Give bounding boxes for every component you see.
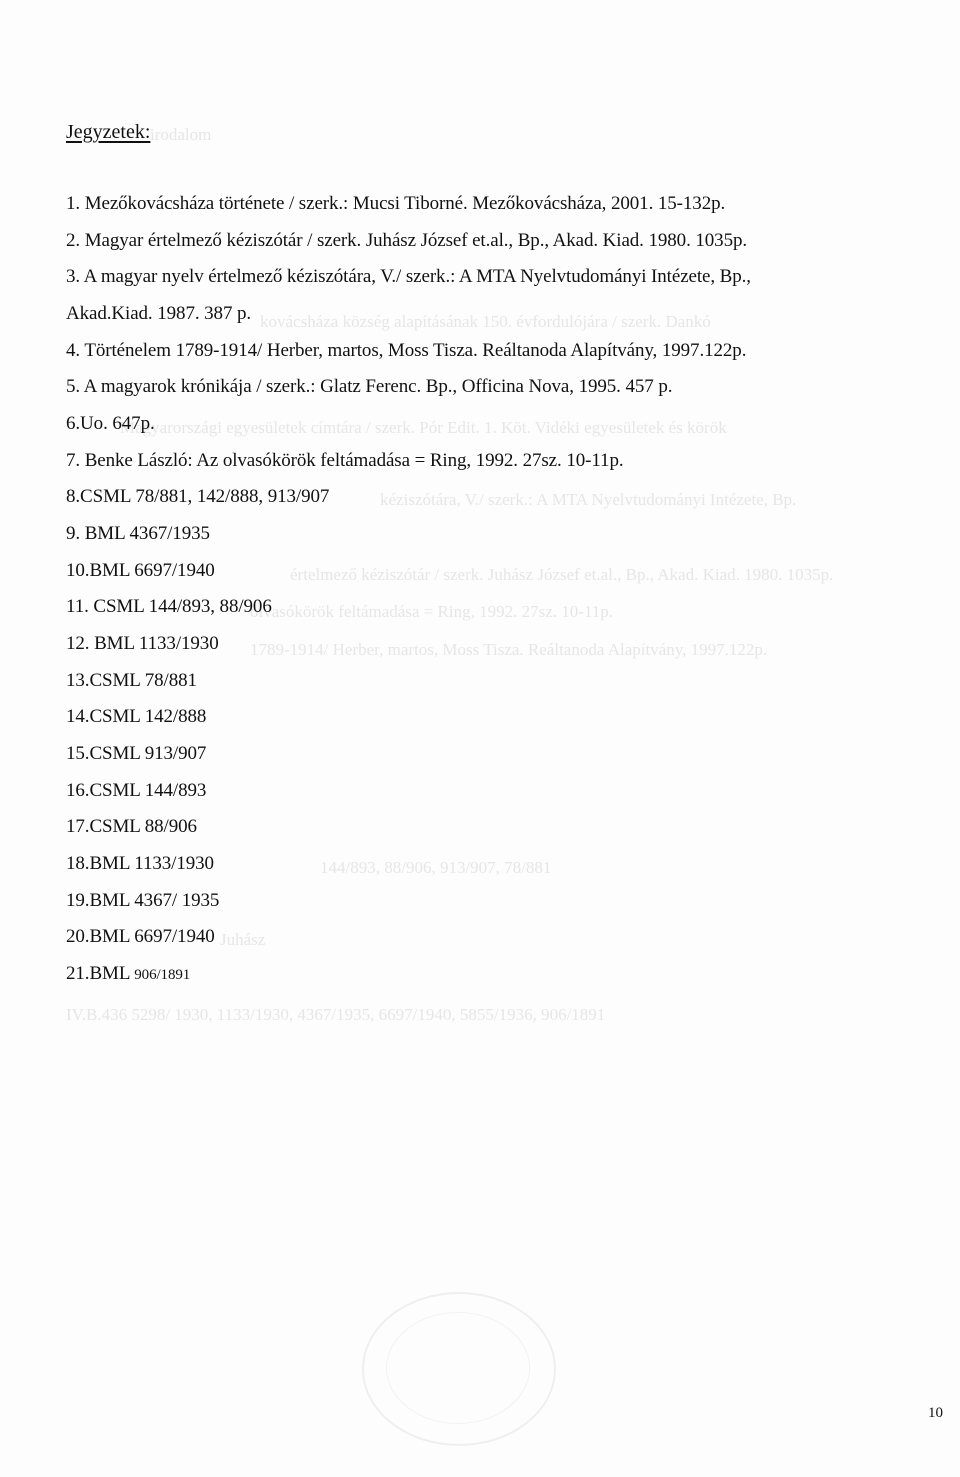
- note-item: 6.Uo. 647p.: [66, 413, 155, 434]
- notes-heading: Jegyzetek:: [66, 121, 151, 143]
- note-item: 4. Történelem 1789-1914/ Herber, martos, Moss Tisza. Reáltanoda Alapítvány, 1997.122p.: [66, 340, 747, 361]
- bleed-through-text: értelmező kéziszótár / szerk. Juhász József et.al., Bp., Akad. Kiad. 1980. 1035p.: [290, 565, 834, 584]
- note-item: 10.BML 6697/1940: [66, 560, 215, 581]
- note-item: 11. CSML 144/893, 88/906: [66, 596, 272, 617]
- bleed-through-text: kéziszótára, V./ szerk.: A MTA Nyelvtudományi Intézete, Bp.: [380, 490, 797, 509]
- note-item: 9. BML 4367/1935: [66, 523, 210, 544]
- note-item: 12. BML 1133/1930: [66, 633, 219, 654]
- page-number: 10: [928, 1405, 943, 1421]
- bleed-through-text: kovácsháza község alapításának 150. évfordulójára / szerk. Dankó: [260, 312, 711, 331]
- note-item: 20.BML 6697/1940: [66, 926, 215, 947]
- faded-stamp: [362, 1292, 556, 1446]
- note-item: 5. A magyarok krónikája / szerk.: Glatz Ferenc. Bp., Officina Nova, 1995. 457 p.: [66, 376, 673, 397]
- note-item: 2. Magyar értelmező kéziszótár / szerk. Juhász József et.al., Bp., Akad. Kiad. 1980. 1035p.: [66, 230, 748, 251]
- bleed-through-text: Juhász: [220, 930, 266, 949]
- note-item: 19.BML 4367/ 1935: [66, 890, 220, 911]
- note-item: 17.CSML 88/906: [66, 816, 197, 837]
- bleed-through-text: 1789-1914/ Herber, martos, Moss Tisza. Reáltanoda Alapítvány, 1997.122p.: [250, 640, 768, 659]
- note-item: 8.CSML 78/881, 142/888, 913/907: [66, 486, 330, 507]
- bleed-through-text: olvasókörök feltámadása = Ring, 1992. 27sz. 10-11p.: [250, 602, 614, 621]
- note-item: 18.BML 1133/1930: [66, 853, 214, 874]
- note-item: 7. Benke László: Az olvasókörök feltámadása = Ring, 1992. 27sz. 10-11p.: [66, 450, 624, 471]
- note-item: 14.CSML 142/888: [66, 706, 207, 727]
- note-item: 13.CSML 78/881: [66, 670, 197, 691]
- note-item: 16.CSML 144/893: [66, 780, 207, 801]
- bleed-through-text: Magyarországi egyesületek címtára / szerk. Pór Edit. 1. Köt. Vidéki egyesületek és körök: [120, 418, 727, 437]
- note-prefix: 21.BML: [66, 963, 135, 984]
- bleed-through-text: irodalom: [150, 125, 212, 144]
- note-item: 3. A magyar nyelv értelmező kéziszótára, V./ szerk.: A MTA Nyelvtudományi Intézete, Bp.,: [66, 266, 751, 287]
- note-item-last: [66, 963, 190, 985]
- bleed-through-text: 144/893, 88/906, 913/907, 78/881: [320, 858, 552, 877]
- bleed-through-text: IV.B.436 5298/ 1930, 1133/1930, 4367/1935, 6697/1940, 5855/1936, 906/1891: [66, 1005, 606, 1024]
- note-suffix: 906/1891: [134, 967, 191, 983]
- note-item: Akad.Kiad. 1987. 387 p.: [66, 303, 252, 324]
- note-item: 1. Mezőkovácsháza története / szerk.: Mucsi Tiborné. Mezőkovácsháza, 2001. 15-132p.: [66, 193, 726, 214]
- note-item: 15.CSML 913/907: [66, 743, 207, 764]
